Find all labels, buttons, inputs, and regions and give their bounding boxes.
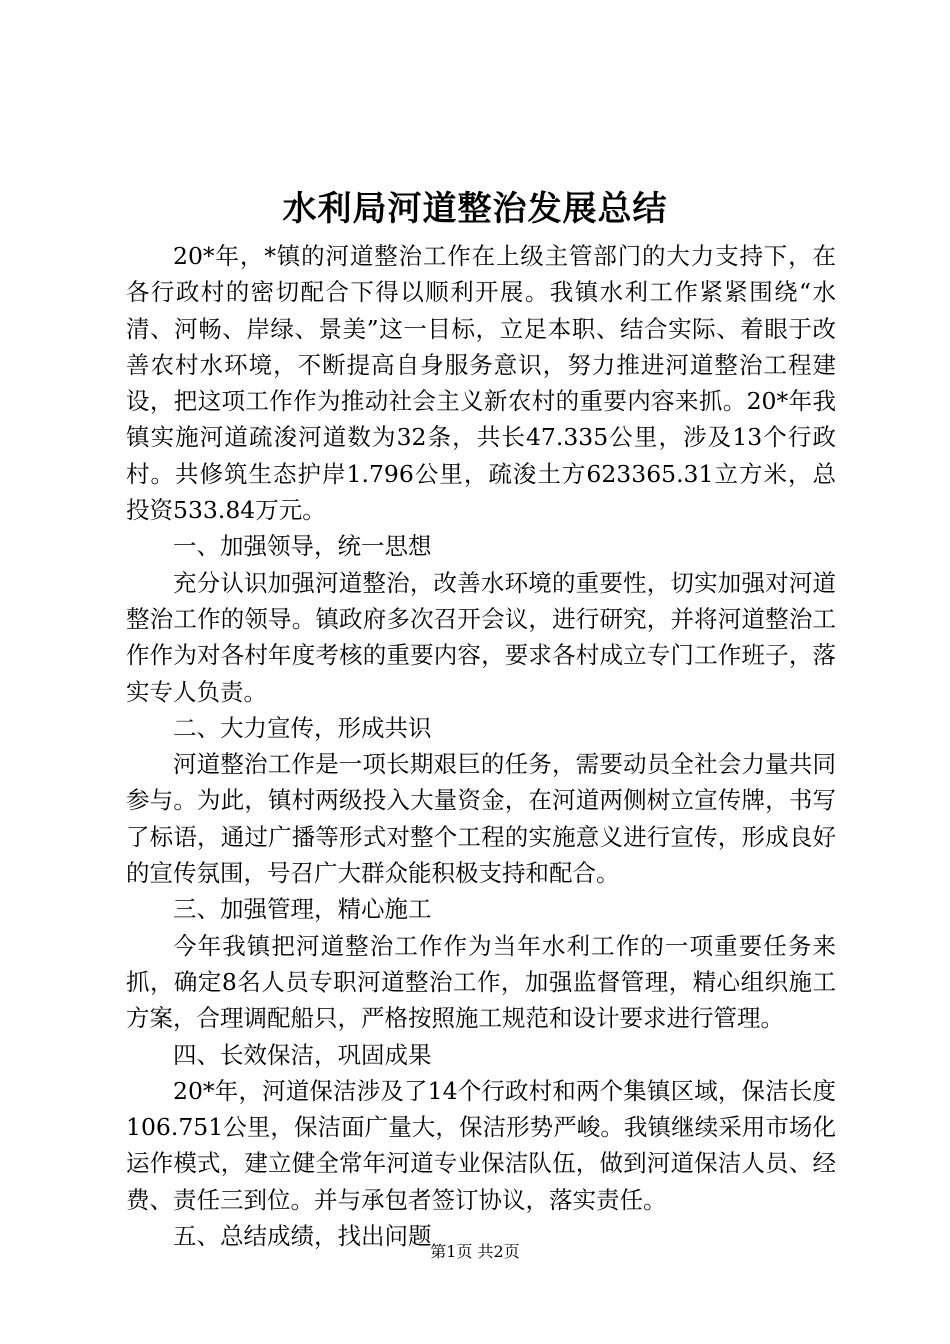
section-heading-4: 四、长效保洁，巩固成果 bbox=[173, 1040, 432, 1069]
section-heading-2: 二、大力宣传，形成共识 bbox=[173, 713, 432, 742]
page-footer: 第1页 共2页 bbox=[430, 1242, 520, 1261]
section-paragraph-2: 河道整治工作是一项长期艰巨的任务，需要动员全社会力量共同参与。为此，镇村两级投入大量资金，在河道两侧树立宣传牌，书写了标语，通过广播等形式对整个工程的实施意义进行宣传，形成良好的宣传氛围，号召广大群众能积极支持和配合。 bbox=[126, 750, 836, 888]
intro-paragraph: 20*年，*镇的河道整治工作在上级主管部门的大力支持下，在各行政村的密切配合下得以顺利开展。我镇水利工作紧紧围绕“水清、河畅、岸绿、景美”这一目标，立足本职、结合实际、着眼于改善农村水环境，不断提高自身服务意识，努力推进河道整治工程建设，把这项工作作为推动社会主义新农村的重要内容来抓。20*年我镇实施河道疏浚河道数为32条，共长47.335公里，涉及13个行政村。共修筑生态护岸1.796公里，疏浚土方623365.31立方米，总投资533.84万元。 bbox=[126, 242, 836, 525]
document-title: 水利局河道整治发展总结 bbox=[282, 189, 668, 229]
section-paragraph-3: 今年我镇把河道整治工作作为当年水利工作的一项重要任务来抓，确定8名人员专职河道整治工作，加强监督管理，精心组织施工方案，合理调配船只，严格按照施工规范和设计要求进行管理。 bbox=[126, 931, 836, 1033]
section-heading-5: 五、总结成绩，找出问题 bbox=[173, 1222, 432, 1251]
document-body bbox=[126, 238, 836, 1254]
section-heading-3: 三、加强管理，精心施工 bbox=[173, 895, 432, 924]
section-paragraph-4: 20*年，河道保洁涉及了14个行政村和两个集镇区域，保洁长度106.751公里，保洁面广量大，保洁形势严峻。我镇继续采用市场化运作模式，建立健全常年河道专业保洁队伍，做到河道保洁人员、经费、责任三到位。并与承包者签订协议，落实责任。 bbox=[126, 1076, 836, 1214]
section-heading-1: 一、加强领导，统一思想 bbox=[173, 532, 432, 561]
section-paragraph-1: 充分认识加强河道整治，改善水环境的重要性，切实加强对河道整治工作的领导。镇政府多次召开会议，进行研究，并将河道整治工作作为对各村年度考核的重要内容，要求各村成立专门工作班子，落实专人负责。 bbox=[126, 568, 836, 706]
